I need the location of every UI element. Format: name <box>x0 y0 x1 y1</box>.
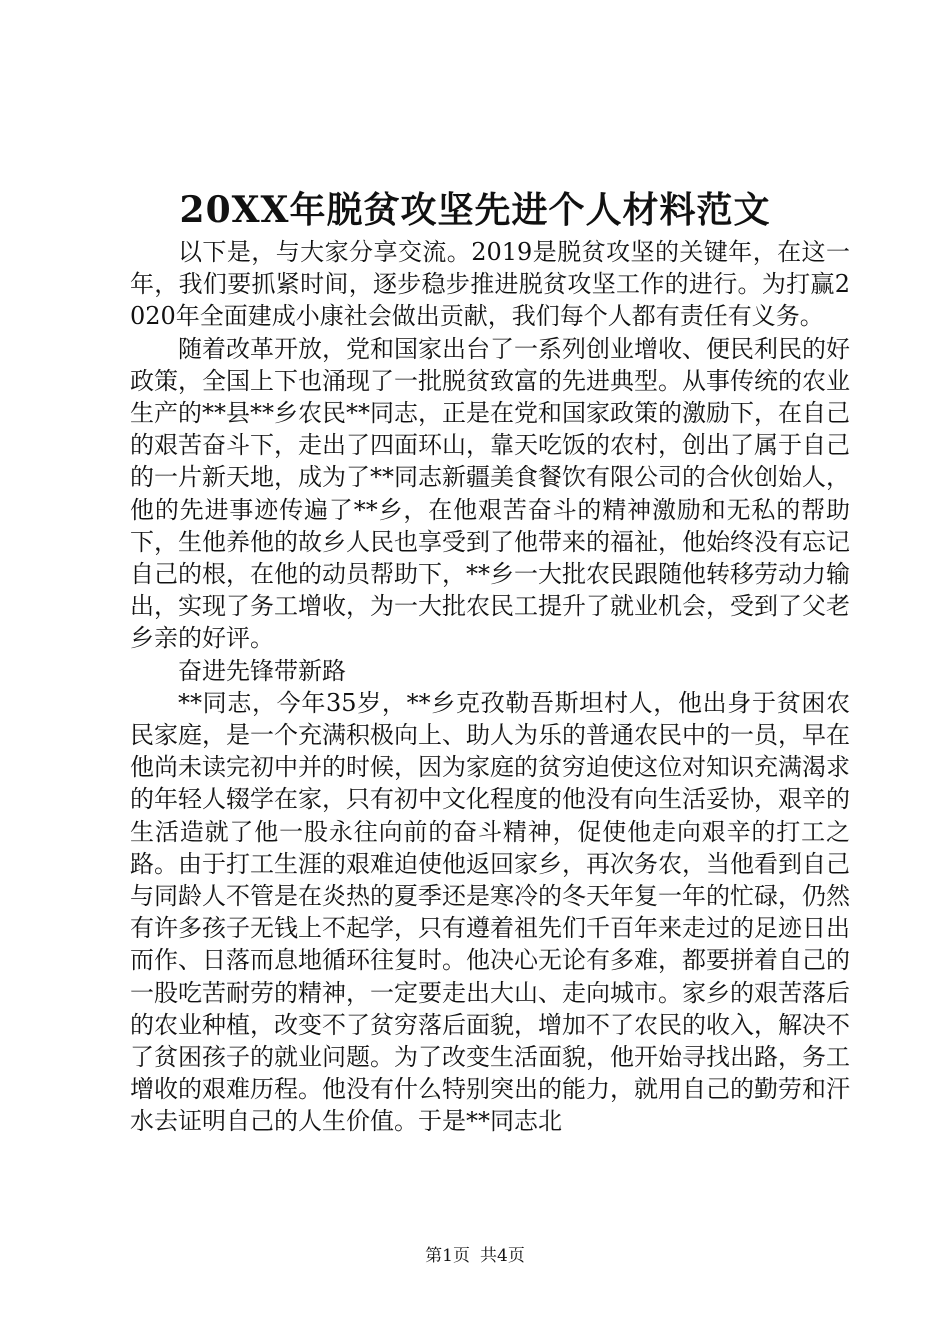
paragraph-background: 随着改革开放，党和国家出台了一系列创业增收、便民利民的好政策，全国上下也涌现了一批脱贫致富的先进典型。从事传统的农业生产的**县**乡农民**同志，正是在党和国家政策的激励下，在自己的艰苦奋斗下，走出了四面环山，靠天吃饭的农村，创出了属于自己的一片新天地，成为了**同志新疆美食餐饮有限公司的合伙创始人，他的先进事迹传遍了**乡，在他艰苦奋斗的精神激励和无私的帮助下，生他养他的故乡人民也享受到了他带来的福祉，他始终没有忘记自己的根，在他的动员帮助下，**乡一大批农民跟随他转移劳动力输出，实现了务工增收，为一大批农民工提升了就业机会，受到了父老乡亲的好评。 <box>130 334 850 653</box>
page-footer <box>0 1244 950 1268</box>
paragraph-intro: 以下是，与大家分享交流。2019是脱贫攻坚的关键年，在这一年，我们要抓紧时间，逐步稳步推进脱贫攻坚工作的进行。为打赢2020年全面建成小康社会做出贡献，我们每个人都有责任有义务。 <box>130 238 850 331</box>
document-body <box>130 236 850 1138</box>
page-number: 第1页 <box>425 1246 470 1266</box>
paragraph-profile: **同志，今年35岁，**乡克孜勒吾斯坦村人，他出身于贫困农民家庭，是一个充满积极向上、助人为乐的普通农民中的一员，早在他尚未读完初中并的时候，因为家庭的贫穷迫使这位对知识充满渴求的年轻人辍学在家，只有初中文化程度的他没有向生活妥协，艰辛的生活造就了他一股永往向前的奋斗精神，促使他走向艰辛的打工之路。由于打工生涯的艰难迫使他返回家乡，再次务农，当他看到自己与同龄人不管是在炎热的夏季还是寒冷的冬天年复一年的忙碌，仍然有许多孩子无钱上不起学，只有遵着祖先们千百年来走过的足迹日出而作、日落而息地循环往复时。他决心无论有多难，都要拼着自己的一股吃苦耐劳的精神，一定要走出大山、走向城市。家乡的艰苦落后的农业种植，改变不了贫穷落后面貌，增加不了农民的收入，解决不了贫困孩子的就业问题。为了改变生活面貌，他开始寻找出路，务工增收的艰难历程。他没有什么特别突出的能力，就用自己的勤劳和汗水去证明自己的人生价值。于是**同志北 <box>130 688 850 1136</box>
page-total: 共4页 <box>480 1246 525 1266</box>
section-heading: 奋进先锋带新路 <box>178 656 346 685</box>
document-title: 20XX年脱贫攻坚先进个人材料范文 <box>179 189 771 231</box>
